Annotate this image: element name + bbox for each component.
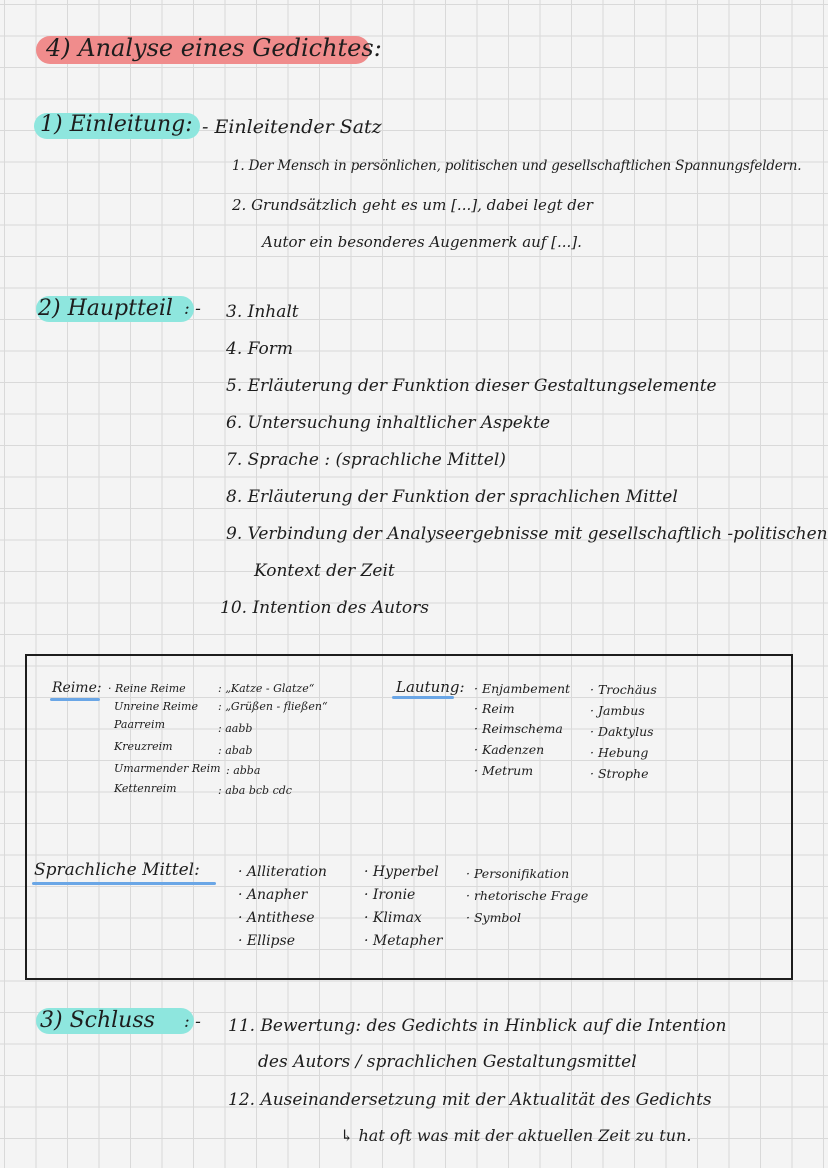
reime-example: : aba bcb cdc [218, 784, 292, 797]
reime-name: Umarmender Reim [114, 762, 221, 775]
hauptteil-item: Kontext der Zeit [254, 561, 395, 581]
mittel-item: · Ellipse [238, 933, 295, 949]
sprachliche-mittel-col3 [466, 866, 588, 932]
reime-name: Unreine Reime [114, 700, 198, 713]
lautung-heading: Lautung: [396, 678, 465, 696]
schluss-heading: 3) Schluss [40, 1008, 155, 1033]
reime-name: Kreuzreim [114, 740, 173, 753]
lautung-item: · Trochäus [590, 682, 657, 697]
lautung-col2 [590, 682, 657, 787]
lautung-col1 [474, 681, 570, 783]
mittel-item: · Personifikation [466, 866, 570, 881]
lautung-item: · Metrum [474, 763, 534, 778]
einleitung-item-3: Autor ein besonderes Augenmerk auf [...]. [262, 233, 582, 251]
reime-example: : aabb [218, 722, 253, 735]
mittel-item: · Antithese [238, 910, 315, 926]
einleitung-item-1: 1. Der Mensch in persönlichen, politischen und gesellschaftlichen Spannungsfeldern. [232, 158, 802, 174]
schluss-item-11-cont: des Autors / sprachlichen Gestaltungsmittel [258, 1052, 637, 1072]
sprachliche-mittel-col1 [238, 864, 327, 956]
hauptteil-item: 3. Inhalt [226, 302, 299, 322]
sprachliche-mittel-heading: Sprachliche Mittel: [34, 860, 200, 880]
schluss-item-12-note: ↳ hat oft was mit der aktuellen Zeit zu tun. [340, 1126, 692, 1145]
lautung-item: · Kadenzen [474, 742, 545, 757]
schluss-colon: : - [184, 1012, 201, 1032]
lautung-underline [392, 696, 454, 699]
einleitung-item-2: 2. Grundsätzlich geht es um [...], dabei legt der [232, 196, 593, 214]
mittel-item: · Alliteration [238, 864, 327, 880]
reime-example: : „Grüßen - fließen“ [218, 700, 328, 713]
reime-examples [218, 682, 328, 804]
mittel-item: · Anapher [238, 887, 308, 903]
hauptteil-heading: 2) Hauptteil [38, 296, 173, 321]
hauptteil-item: 4. Form [226, 339, 293, 359]
hauptteil-item: 8. Erläuterung der Funktion der sprachlichen Mittel [226, 487, 678, 507]
hauptteil-list [220, 302, 828, 635]
reime-names [108, 682, 221, 802]
lautung-item: · Hebung [590, 745, 649, 760]
schluss-item-12: 12. Auseinandersetzung mit der Aktualität des Gedichts [228, 1090, 712, 1110]
mittel-item: · Ironie [364, 887, 416, 903]
mittel-item: · Hyperbel [364, 864, 439, 880]
sprachliche-mittel-col2 [364, 864, 442, 956]
reime-example: : abba [226, 764, 261, 777]
einleitung-subtitle: - Einleitender Satz [202, 116, 382, 138]
reime-heading: Reime: [52, 680, 102, 696]
hauptteil-item: 5. Erläuterung der Funktion dieser Gestaltungselemente [226, 376, 717, 396]
schluss-item-11: 11. Bewertung: des Gedichts in Hinblick auf die Intention [228, 1016, 727, 1036]
hauptteil-item: 6. Untersuchung inhaltlicher Aspekte [226, 413, 551, 433]
sprachliche-mittel-underline [32, 882, 216, 885]
hauptteil-colon: : - [184, 299, 201, 319]
reime-name: · Reine Reime [108, 682, 186, 695]
einleitung-heading: 1) Einleitung: [40, 112, 193, 137]
lautung-item: · Reim [474, 701, 515, 716]
lautung-item: · Reimschema [474, 721, 563, 736]
mittel-item: · Klimax [364, 910, 422, 926]
lautung-item: · Daktylus [590, 724, 654, 739]
hauptteil-item: 7. Sprache : (sprachliche Mittel) [226, 450, 506, 470]
hauptteil-item: 10. Intention des Autors [220, 598, 430, 618]
reime-name: Paarreim [114, 718, 165, 731]
mittel-item: · Symbol [466, 910, 521, 925]
reime-example: : abab [218, 744, 253, 757]
lautung-item: · Jambus [590, 703, 645, 718]
lautung-item: · Strophe [590, 766, 649, 781]
lautung-item: · Enjambement [474, 681, 571, 696]
mittel-item: · Metapher [364, 933, 443, 949]
reime-underline [50, 698, 100, 701]
reime-example: : „Katze - Glatze“ [218, 682, 315, 695]
mittel-item: · rhetorische Frage [466, 888, 589, 903]
page-title: 4) Analyse eines Gedichtes: [46, 34, 382, 62]
reime-name: Kettenreim [114, 782, 177, 795]
hauptteil-item: 9. Verbindung der Analyseergebnisse mit gesellschaftlich -politischen [226, 524, 828, 544]
